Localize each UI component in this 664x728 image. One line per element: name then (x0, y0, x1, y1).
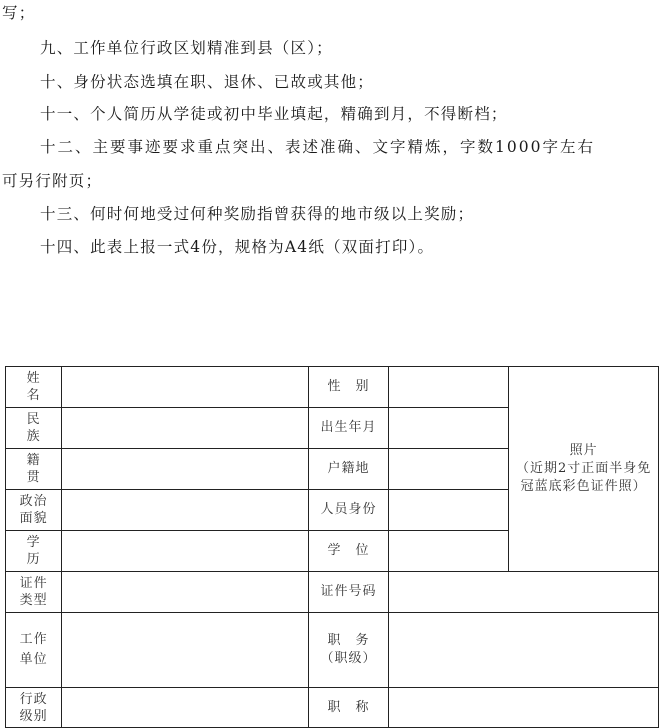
position-label: 职 务 (327, 633, 370, 648)
instruction-item-13: 十三、何时何地受过何种奖励指曾获得的地市级以上奖励； (40, 205, 475, 223)
degree-field[interactable] (388, 531, 509, 572)
title-field[interactable] (388, 688, 658, 728)
registration-form-table (5, 366, 659, 728)
status-field[interactable] (388, 490, 509, 531)
id-type-label: 证件类型 (6, 572, 62, 613)
birth-label: 出生年月 (309, 408, 388, 449)
political-label: 政治面貌 (6, 490, 62, 531)
workplace-field[interactable] (62, 613, 309, 688)
position-sub-label: （职级） (320, 651, 377, 666)
status-label: 人员身份 (309, 490, 388, 531)
instruction-item-11: 十一、个人简历从学徒或初中毕业填起，精确到月，不得断档； (40, 105, 508, 123)
instruction-line-0: 写； (2, 4, 36, 22)
id-number-label: 证件号码 (309, 572, 388, 613)
photo-box[interactable] (509, 367, 659, 572)
photo-title: 照片 (569, 443, 598, 458)
position-field[interactable] (388, 613, 658, 688)
workplace-label: 工作单位 (6, 613, 62, 688)
instruction-item-10: 十、身份状态选填在职、退休、已故或其他； (40, 73, 375, 91)
education-label: 学历 (6, 531, 62, 572)
degree-label: 学 位 (309, 531, 388, 572)
native-place-label: 籍贯 (6, 449, 62, 490)
instruction-item-14: 十四、此表上报一式4份，规格为A4纸（双面打印）。 (40, 238, 435, 256)
ethnicity-field[interactable] (62, 408, 309, 449)
admin-level-field[interactable] (62, 688, 309, 728)
instruction-item-9: 九、工作单位行政区划精准到县（区）； (40, 39, 333, 57)
name-label: 姓名 (6, 367, 62, 408)
photo-note: （近期2寸正面半身免冠蓝底彩色证件照） (516, 461, 652, 494)
ethnicity-label: 民族 (6, 408, 62, 449)
admin-level-label: 行政级别 (6, 688, 62, 728)
id-number-field[interactable] (388, 572, 658, 613)
birth-field[interactable] (388, 408, 509, 449)
title-label: 职 称 (309, 688, 388, 728)
id-type-field[interactable] (62, 572, 309, 613)
gender-field[interactable] (388, 367, 509, 408)
education-field[interactable] (62, 531, 309, 572)
instruction-item-12: 十二、主要事迹要求重点突出、表述准确、文字精炼，字数1000字左右 (40, 138, 595, 156)
political-field[interactable] (62, 490, 309, 531)
gender-label: 性 别 (309, 367, 388, 408)
position-label-cell (309, 613, 388, 688)
instruction-item-12-cont: 可另行附页； (2, 172, 103, 190)
name-field[interactable] (62, 367, 309, 408)
native-place-field[interactable] (62, 449, 309, 490)
household-field[interactable] (388, 449, 509, 490)
household-label: 户籍地 (309, 449, 388, 490)
